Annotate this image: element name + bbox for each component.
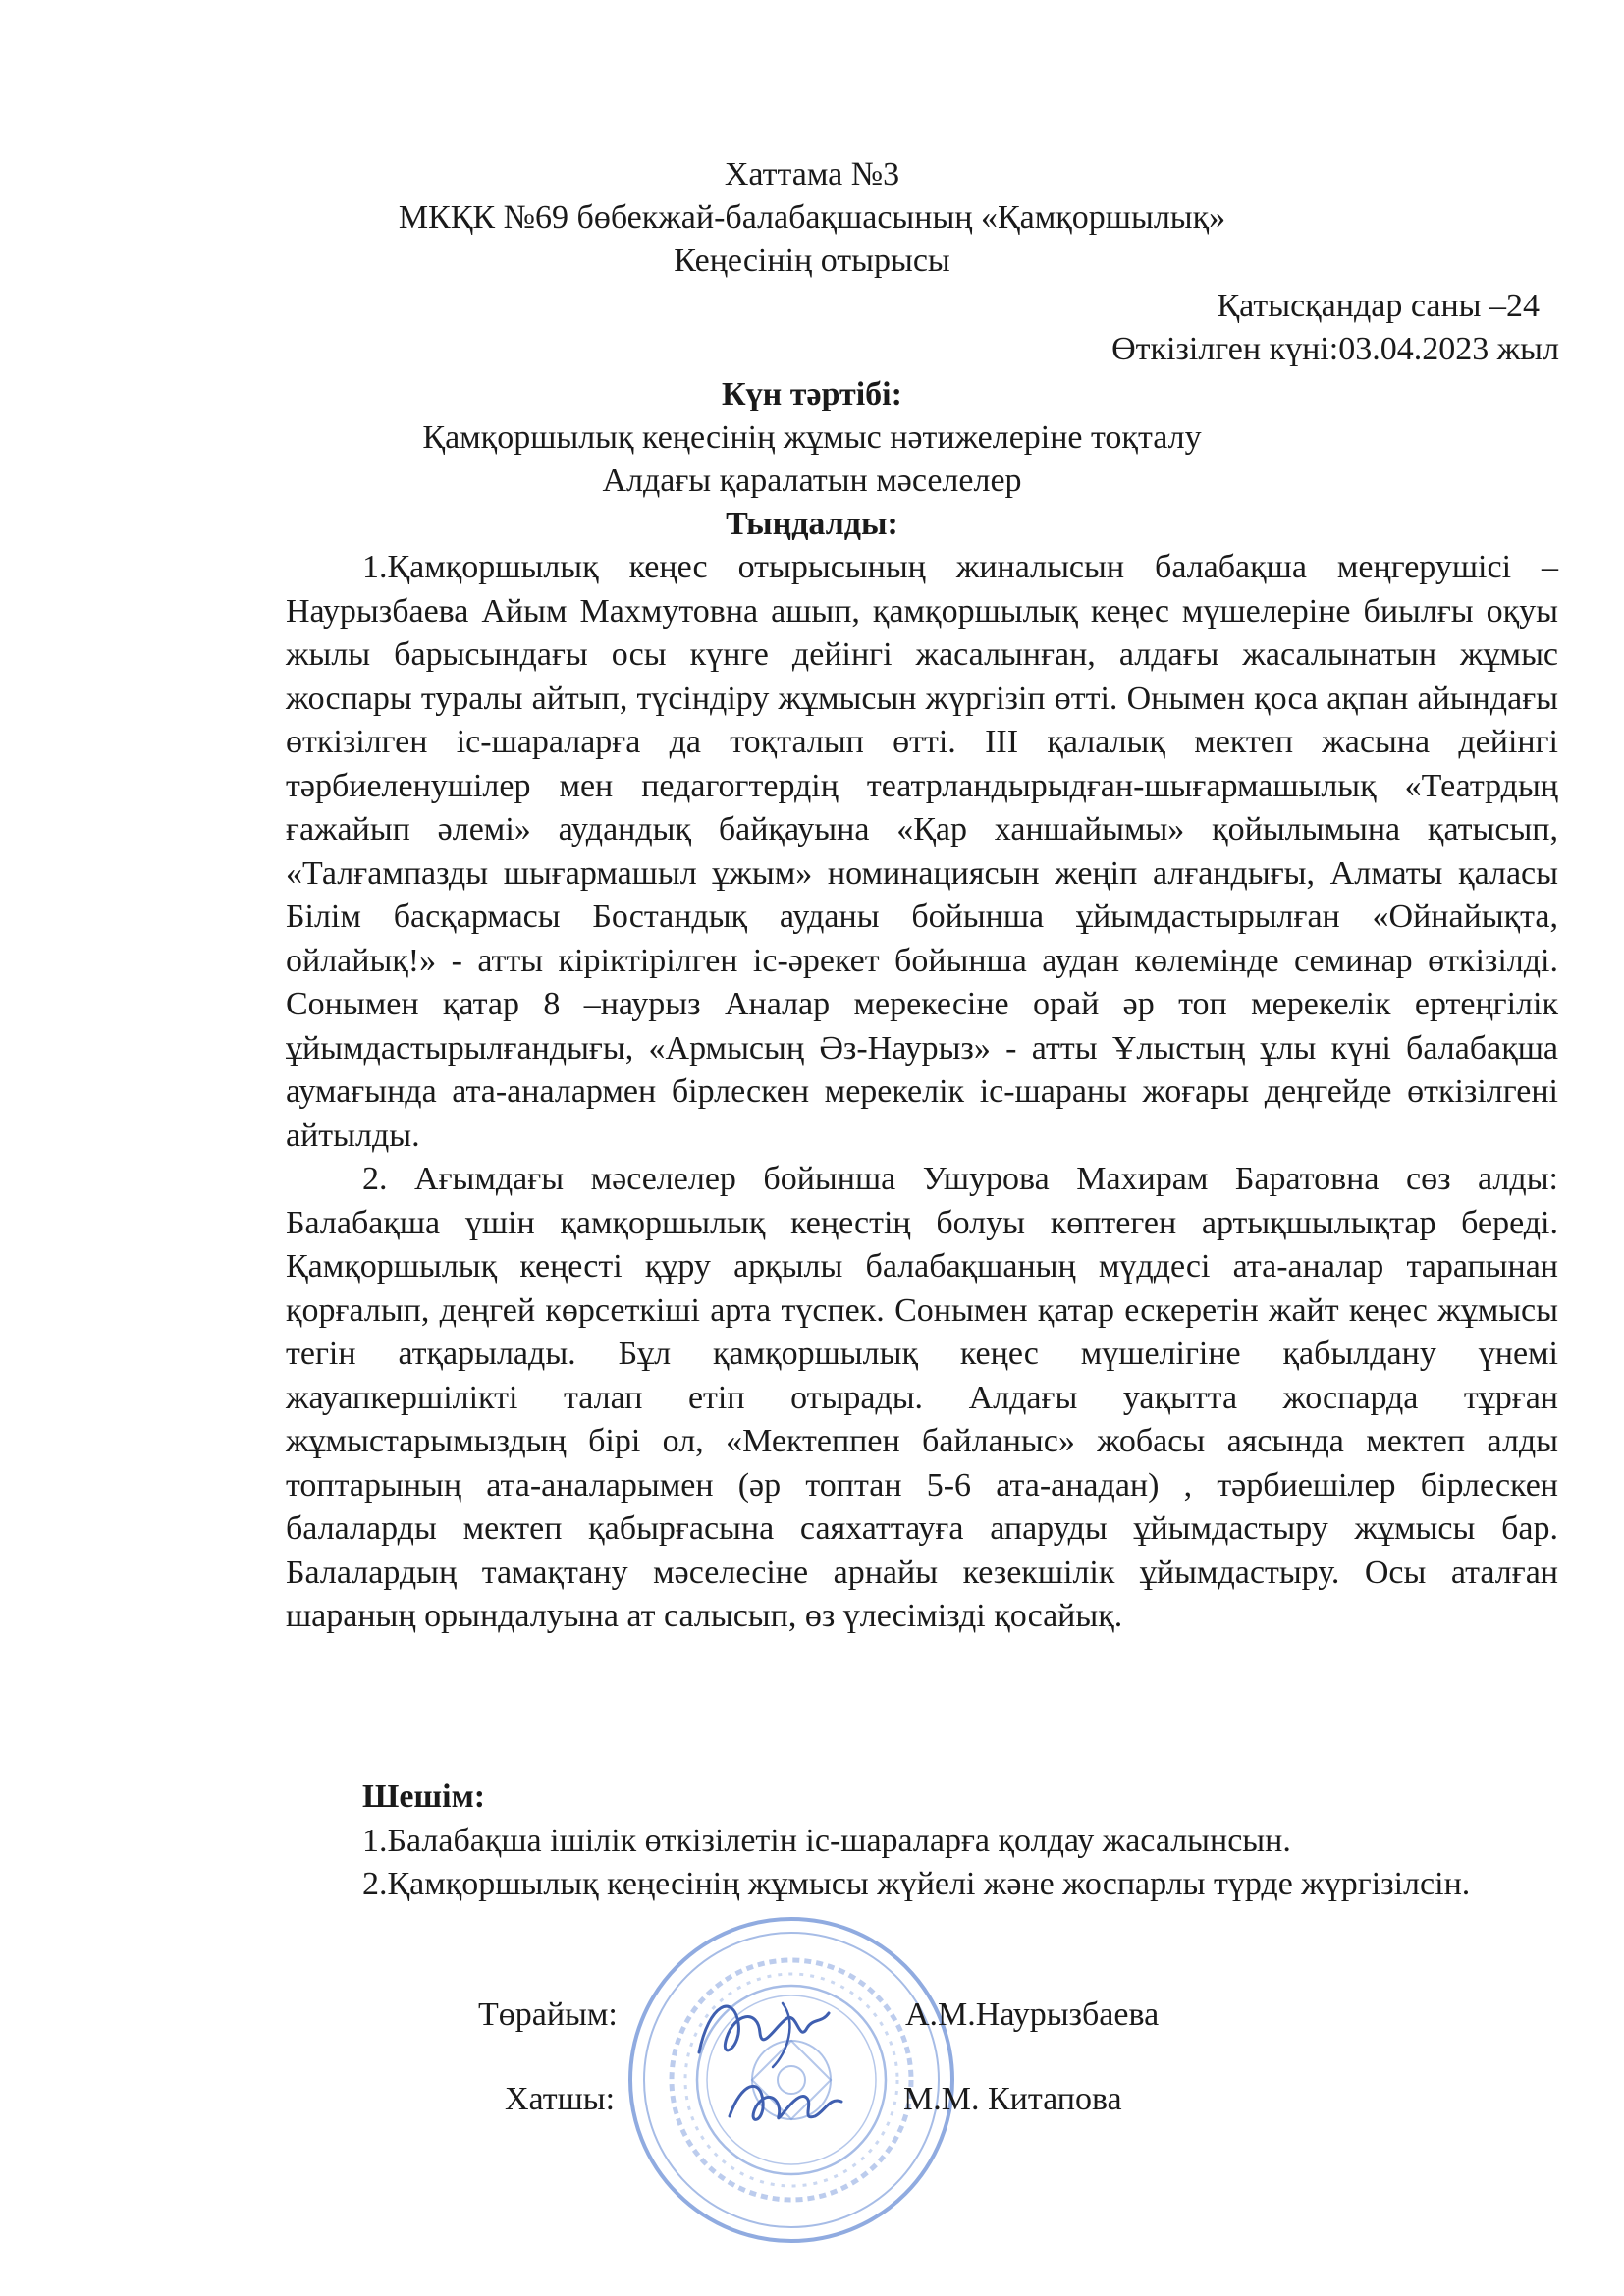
meeting-name: Кеңесінің отырысы	[674, 243, 950, 279]
secretary-name: М.М. Китапова	[903, 2081, 1122, 2117]
chair-name: А.М.Наурызбаева	[905, 1996, 1160, 2033]
agenda-heading: Күн тәртібі:	[722, 376, 902, 412]
decision-item-2: 2.Қамқоршылық кеңесінің жұмысы жүйелі және жоспарлы түрде жүргізілсін.	[362, 1866, 1471, 1902]
participants-count: Қатысқандар саны –24	[1217, 288, 1540, 324]
secretary-label: Хатшы:	[505, 2081, 616, 2117]
listened-paragraph-1: 1.Қамқоршылық кеңес отырысының жиналысын балабақша меңгерушісі –Наурызбаева Айым Махмутовна ашып, қамқоршылық кеңес мүшелеріне биылғы оқуы жылы барысындағы осы күнге дейінгі жасалынған, алдағы жасалынатын жұмыс жоспары туралы айтып, түсіндіру жұмысын жүргізіп өтті. Онымен қоса ақпан айындағы өткізілген іс-шараларға да тоқталып өтті. ІІІ қалалық мектеп жасына дейінгі тәрбиеленушілер мен педагогтердің театрландырыдған-шығармашылық «Театрдың ғажайып әлемі» аудандық байқауына «Қар ханшайымы» қойылымына қатысып, «Талғампазды шығармашыл ұжым» номинациясын жеңіп алғандығы, Алматы қаласы Білім басқармасы Бостандық ауданы бойынша ұйымдастырылған «Ойнайықта, ойлайық!» - атты кіріктірілген іс-әрекет бойынша аудан көлемінде семинар өткізілді. Сонымен қатар 8 –наурыз Аналар мерекесіне орай әр топ мерекелік ертеңгілік ұйымдастырылғандығы, «Армысың Әз-Наурыз» - атты Ұлыстың ұлы күні балабақша аумағында ата-аналармен бірлескен мерекелік іс-шараны жоғары деңгейде өткізілгені айтылды.	[286, 549, 1558, 1154]
decision-section	[286, 1776, 1558, 1907]
listened-heading: Тыңдалды:	[726, 506, 898, 542]
agenda-item-2: Алдағы қаралатын мәселелер	[602, 463, 1022, 499]
meeting-date: Өткізілген күні:03.04.2023 жыл	[1111, 331, 1559, 367]
organization-line: МКҚК №69 бөбекжай-балабақшасының «Қамқоршылық»	[398, 199, 1226, 236]
listened-paragraph-2: 2. Ағымдағы мәселелер бойынша Ушурова Махирам Баратовна сөз алды: Балабақша үшін қамқоршылық кеңестің болуы көптеген артықшылықтар береді. Қамқоршылық кеңесті құру арқылы балабақшаның мүддесі ата-аналар тарапынан қорғалып, деңгей көрсеткіші арта түспек. Сонымен қатар ескеретін жайт кеңес жұмысы тегін атқарылады. Бұл қамқоршылық кеңес мүшелігіне қабылдану үнемі жауапкершілікті талап етіп отырады. Алдағы уақытта жоспарда тұрған жұмыстарымыздың бірі ол, «Мектеппен байланыс» жобасы аясында мектеп алды топтарының ата-аналарымен (әр топтан 5-6 ата-анадан) , тәрбиешілер бірлескен балаларды мектеп қабырғасына саяхаттауға апаруды ұйымдастыру жұмысы бар. Балалардың тамақтану мәселесіне арнайы кезекшілік ұйымдастыру. Осы аталған шараның орындалуына ат салысып, өз үлесімізді қосайық.	[286, 1161, 1558, 1634]
document-title: Хаттама №3	[724, 156, 900, 192]
agenda-item-1: Қамқоршылық кеңесінің жұмыс нәтижелеріне тоқталу	[422, 419, 1202, 456]
decision-heading: Шешім:	[362, 1778, 486, 1815]
secretary-signature-icon	[722, 2062, 849, 2141]
chair-label: Төрайым:	[478, 1996, 618, 2033]
listened-body	[286, 546, 1558, 1639]
decision-item-1: 1.Балабақша ішілік өткізілетін іс-шараларға қолдау жасалынсын.	[362, 1822, 1291, 1859]
